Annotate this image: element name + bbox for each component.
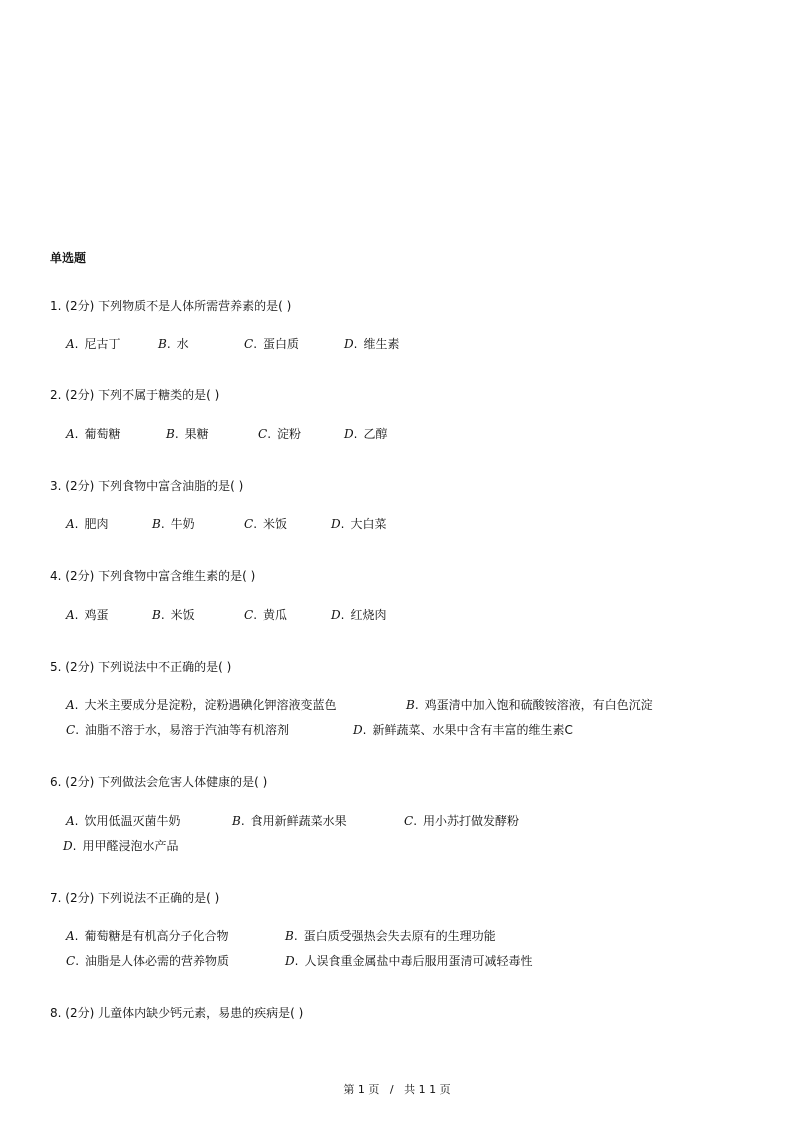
page-number: 第 1 页 / 共 1 1 页: [343, 1083, 451, 1096]
option-d[interactable]: D. 新鲜蔬菜、水果中含有丰富的维生素C: [353, 723, 573, 737]
section-title: 单选题: [50, 251, 87, 265]
option-b[interactable]: B. 果糖: [166, 427, 209, 441]
option-d[interactable]: D. 维生素: [344, 337, 400, 351]
question-7-stem: 7. (2分) 下列说法不正确的是( ): [50, 891, 220, 905]
option-a[interactable]: A. 饮用低温灭菌牛奶: [66, 814, 181, 828]
option-d[interactable]: D. 乙醇: [344, 427, 388, 441]
question-5-stem: 5. (2分) 下列说法中不正确的是( ): [50, 660, 232, 674]
option-a[interactable]: A. 鸡蛋: [66, 608, 109, 622]
option-a[interactable]: A. 尼古丁: [66, 337, 121, 351]
question-4-stem: 4. (2分) 下列食物中富含维生素的是( ): [50, 569, 256, 583]
option-c[interactable]: C. 淀粉: [258, 427, 302, 441]
option-d[interactable]: D. 大白菜: [331, 517, 387, 531]
option-c[interactable]: C. 油脂不溶于水，易溶于汽油等有机溶剂: [66, 723, 290, 737]
question-1-stem: 1. (2分) 下列物质不是人体所需营养素的是( ): [50, 299, 292, 313]
question-3-stem: 3. (2分) 下列食物中富含油脂的是( ): [50, 479, 244, 493]
option-a[interactable]: A. 大米主要成分是淀粉，淀粉遇碘化钾溶液变蓝色: [66, 698, 337, 712]
option-c[interactable]: C. 米饭: [244, 517, 288, 531]
question-6-stem: 6. (2分) 下列做法会危害人体健康的是( ): [50, 775, 268, 789]
option-c[interactable]: C. 蛋白质: [244, 337, 300, 351]
option-d[interactable]: D. 人误食重金属盐中毒后服用蛋清可减轻毒性: [285, 954, 533, 968]
option-b[interactable]: B. 食用新鲜蔬菜水果: [232, 814, 347, 828]
question-8-stem: 8. (2分) 儿童体内缺少钙元素，易患的疾病是( ): [50, 1006, 304, 1020]
option-c[interactable]: C. 油脂是人体必需的营养物质: [66, 954, 230, 968]
option-b[interactable]: B. 蛋白质受强热会失去原有的生理功能: [285, 929, 496, 943]
option-b[interactable]: B. 鸡蛋清中加入饱和硫酸铵溶液，有白色沉淀: [406, 698, 653, 712]
option-a[interactable]: A. 肥肉: [66, 517, 109, 531]
question-2-stem: 2. (2分) 下列不属于糖类的是( ): [50, 388, 220, 402]
option-c[interactable]: C. 用小苏打做发酵粉: [404, 814, 520, 828]
option-a[interactable]: A. 葡萄糖是有机高分子化合物: [66, 929, 229, 943]
option-d[interactable]: D. 红烧肉: [331, 608, 387, 622]
option-b[interactable]: B. 水: [158, 337, 189, 351]
option-c[interactable]: C. 黄瓜: [244, 608, 288, 622]
option-a[interactable]: A. 葡萄糖: [66, 427, 121, 441]
option-d[interactable]: D. 用甲醛浸泡水产品: [63, 839, 179, 853]
option-b[interactable]: B. 米饭: [152, 608, 195, 622]
option-b[interactable]: B. 牛奶: [152, 517, 195, 531]
